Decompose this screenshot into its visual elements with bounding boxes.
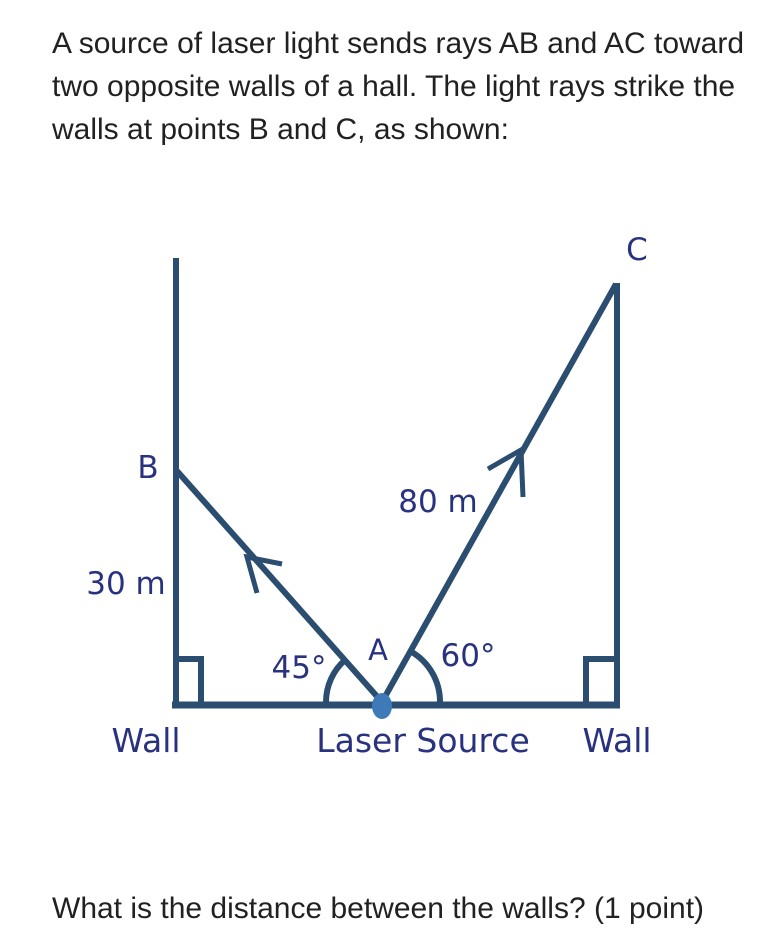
left-right-angle-marker xyxy=(176,659,201,702)
right-right-angle-marker xyxy=(586,659,617,702)
wall-height-label: 30 m xyxy=(86,566,166,602)
question-prompt: What is the distance between the walls? (1 point) xyxy=(52,892,705,925)
angle-left-label: 45° xyxy=(271,650,327,686)
point-c-label: C xyxy=(626,232,648,268)
wall-right-label: Wall xyxy=(582,721,652,760)
intro-line-1: A source of laser light sends rays AB and AC toward xyxy=(52,27,745,60)
wall-left-label: Wall xyxy=(111,721,181,760)
intro-line-3: walls at points B and C, as shown: xyxy=(52,113,509,146)
ray-length-label: 80 m xyxy=(398,484,478,520)
angle-arc-60 xyxy=(410,651,440,702)
laser-source-label: Laser Source xyxy=(316,721,530,760)
intro-line-2: two opposite walls of a hall. The light rays strike the xyxy=(52,70,736,103)
laser-source-dot xyxy=(372,693,392,719)
point-b-label: B xyxy=(137,450,159,486)
point-a-label: A xyxy=(368,633,388,667)
angle-arc-45 xyxy=(326,660,345,702)
angle-right-label: 60° xyxy=(440,638,496,674)
